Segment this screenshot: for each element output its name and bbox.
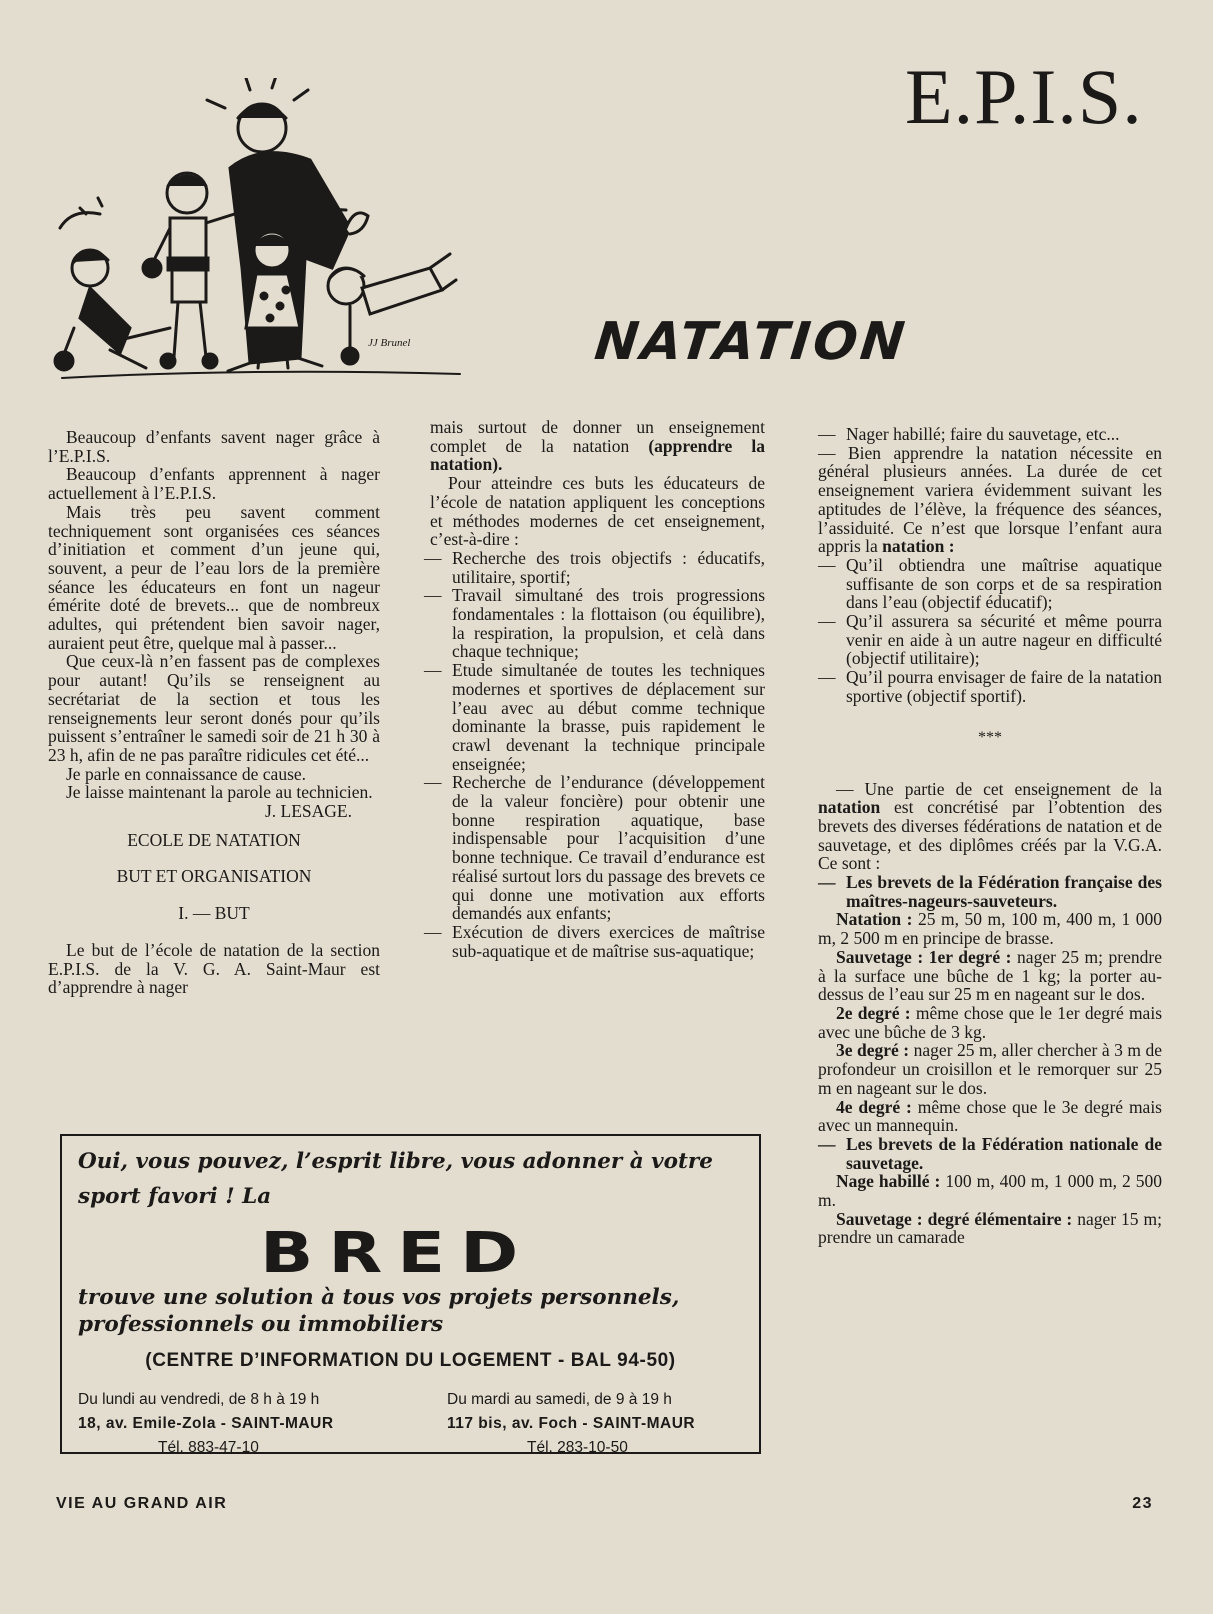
list-item: — Nager habillé; faire du sauvetage, etc... <box>818 425 1162 444</box>
paragraph <box>818 948 1162 1004</box>
paragraph <box>818 780 1162 874</box>
page-number: 23 <box>1132 1495 1153 1512</box>
paragraph-text: — Bien apprendre la natation nécessite en général plusieurs années. La durée de cet enseignement variera évidemment suivant les aptitudes de l’élève, la fréquence des séances, l’assiduité. Ce n’est que lorsque l’enfant aura appris la <box>818 442 1162 557</box>
label: 2e degré : <box>836 1002 911 1023</box>
bred-logo-wrapper <box>260 1221 565 1286</box>
paragraph-text: — Une partie de cet enseignement de la <box>836 778 1162 799</box>
paragraph: Que ceux-là n’en fassent pas de complexes pour autant! Qu’ils se renseignent au secrétariat de la section et tous les renseignements leur seront donés pour qu’ils puissent s’entraîner le samedi soir de 21 h 30 à 23 h, afin de ne pas paraître ridicules cet été... <box>48 651 380 765</box>
list-item: — Travail simultané des trois progressions fondamentales : la flottaison (ou équilibre), la respiration, la propulsion, et celà dans chaque technique; <box>424 586 765 661</box>
list-item: — Exécution de divers exercices de maîtrise sub-aquatique et de maîtrise sus-aquatique; <box>424 923 765 960</box>
bold-text: natation : <box>882 536 955 557</box>
brevet-heading: — Les brevets de la Fédération française des maîtres-nageurs-sauveteurs. <box>818 873 1162 910</box>
paragraph-text: même chose que le 1er degré mais avec une bûche de 3 kg. <box>818 1002 1162 1042</box>
branch-address: 18, av. Emile-Zola - SAINT-MAUR <box>78 1415 334 1432</box>
section-separator: *** <box>978 728 1002 746</box>
list-item: — Recherche des trois objectifs : éducatifs, utilitaire, sportif; <box>424 549 765 586</box>
paragraph: Beaucoup d’enfants apprennent à nager actuellement à l’E.P.I.S. <box>48 464 380 504</box>
paragraph <box>818 1098 1162 1135</box>
paragraph <box>818 910 1162 947</box>
label: Sauvetage : 1er degré : <box>836 946 1012 967</box>
label: Sauvetage : degré élémentaire : <box>836 1208 1073 1229</box>
paragraph: Je laisse maintenant la parole au technicien. <box>66 782 373 803</box>
paragraph <box>818 1041 1162 1097</box>
column-2 <box>430 418 765 960</box>
list-item: — Qu’il pourra envisager de faire de la natation sportive (objectif sportif). <box>818 668 1162 705</box>
paragraph-text: nager 15 m; prendre un camarade <box>818 1208 1162 1248</box>
page-title: E.P.I.S. <box>905 53 1143 140</box>
column-1 <box>48 428 380 997</box>
heading-but-organisation: BUT ET ORGANISATION <box>116 866 312 887</box>
bold-text: (apprendre la natation). <box>430 435 765 475</box>
paragraph: Le but de l’école de natation de la section E.P.I.S. de la V. G. A. Saint-Maur est d’apprendre à nager <box>48 939 380 998</box>
branch-foch <box>447 1388 777 1460</box>
section-title: NATATION <box>591 312 911 372</box>
ad-tagline-1: Oui, vous pouvez, l’esprit libre, vous adonner à votre <box>78 1149 713 1174</box>
bred-logo: BRED <box>260 1221 534 1286</box>
ad-tagline-4: professionnels ou immobiliers <box>78 1312 444 1337</box>
magazine-name: VIE AU GRAND AIR <box>56 1495 228 1512</box>
bred-advertisement <box>60 1134 761 1454</box>
paragraph: Pour atteindre ces buts les éducateurs de l’école de natation appliquent les conceptions et méthodes modernes de cet enseignement, c’est-à-dire : <box>430 473 765 550</box>
ad-tagline-3: trouve une solution à tous vos projets personnels, <box>78 1285 680 1310</box>
list-item: — Qu’il assurera sa sécurité et même pourra venir en aide à un autre nageur en difficulté (objectif utilitaire); <box>818 612 1162 668</box>
branch-hours: Du lundi au vendredi, de 8 h à 19 h <box>78 1391 320 1408</box>
paragraph <box>818 1004 1162 1041</box>
illustration-signature: JJ Brunel <box>368 337 411 349</box>
paragraph <box>430 418 765 474</box>
author-signature: J. LESAGE. <box>264 801 352 822</box>
branch-phone: Tél. 283-10-50 <box>527 1439 628 1456</box>
paragraph-text: 25 m, 50 m, 100 m, 400 m, 1 000 m, 2 500 m en principe de brasse. <box>818 909 1163 949</box>
branch-hours: Du mardi au samedi, de 9 à 19 h <box>447 1391 672 1408</box>
ad-tagline-2: sport favori ! La <box>78 1184 272 1209</box>
heading-ecole: ECOLE DE NATATION <box>127 829 301 850</box>
label: 3e degré : <box>836 1040 910 1061</box>
info-centre: (CENTRE D’INFORMATION DU LOGEMENT - BAL 94-50) <box>145 1350 676 1371</box>
cartoon-illustration <box>50 78 470 398</box>
paragraph-text: nager 25 m; prendre à la surface une bûche de 1 kg; la porter au-dessus de l’eau sur 25 m en nageant sur le dos. <box>818 946 1162 1005</box>
label: 4e degré : <box>836 1096 912 1117</box>
list-item: — Qu’il obtiendra une maîtrise aquatique suffisante de son corps et de sa respiration dans l’eau (objectif éducatif); <box>818 556 1162 612</box>
paragraph: Mais très peu savent comment techniquement sont organisées ces séances d’initiation et comment d’un jeune qui, souvent, a peur de l’eau lors de la première séance les éducateurs en font un nageur émérite doté de brevets... que de nombreux adultes, qui prétendent bien savoir nager, auraient peut être, quelque mal à passer... <box>48 501 380 653</box>
heading-but: I. — BUT <box>178 903 250 924</box>
label: Natation : <box>836 909 913 930</box>
paragraph: Beaucoup d’enfants savent nager grâce à l’E.P.I.S. <box>48 427 380 466</box>
bold-text: natation <box>818 797 881 818</box>
branch-phone: Tél. 883-47-10 <box>158 1439 259 1456</box>
branch-emile-zola <box>78 1388 408 1460</box>
paragraph-text: nager 25 m, aller chercher à 3 m de profondeur un croisillon et le remorquer sur 25 m en nageant sur le dos. <box>818 1040 1162 1098</box>
paragraph-text: est concrétisé par l’obtention des brevets des diverses fédérations de natation et de sauvetage, et des diplômes créés par la V.G.A. Ce sont : <box>818 797 1163 874</box>
paragraph: Je parle en connaissance de cause. <box>66 763 307 784</box>
paragraph-text: 100 m, 400 m, 1 000 m, 2 500 m. <box>818 1171 1162 1211</box>
paragraph <box>818 1172 1162 1209</box>
column-3 <box>818 425 1162 1247</box>
paragraph <box>818 1210 1162 1247</box>
list-item: — Recherche de l’endurance (développement de la valeur foncière) pour obtenir une bonne respiration aquatique, base indispensable pour l’acquisition d’une bonne technique. Ce travail d’endurance est réalisé surtout lors du passage des brevets ce qui donne une motivation aux efforts demandés aux enfants; <box>424 773 765 923</box>
branch-address: 117 bis, av. Foch - SAINT-MAUR <box>447 1415 696 1432</box>
list-item: — Etude simultanée de toutes les techniques modernes et sportives de déplacement sur l’eau avec au début comme technique dominante la brasse, puis rapidement le crawl devenant la technique principale enseignée; <box>424 661 765 773</box>
brevet-heading: — Les brevets de la Fédération nationale de sauvetage. <box>818 1135 1162 1172</box>
paragraph-text: même chose que le 3e degré mais avec un mannequin. <box>818 1096 1162 1136</box>
paragraph <box>818 444 1162 556</box>
label: Nage habillé : <box>836 1171 941 1192</box>
paragraph-text: mais surtout de donner un enseignement complet de la natation <box>430 417 765 456</box>
